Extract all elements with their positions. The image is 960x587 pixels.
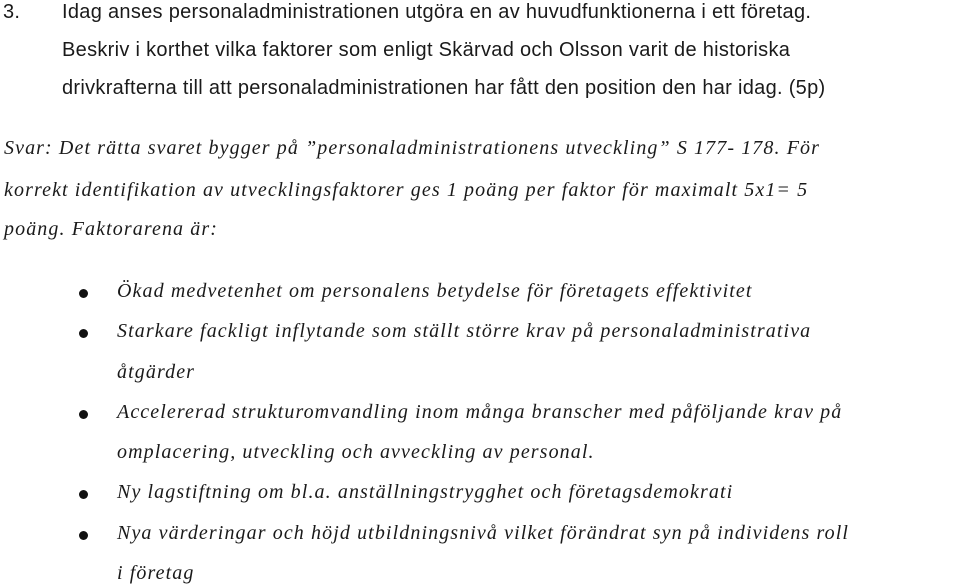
question-line: Idag anses personaladministrationen utgöra en av huvudfunktionerna i ett företag. bbox=[62, 1, 812, 23]
factor-line: Ny lagstiftning om bl.a. anställningstrygghet och företagsdemokrati bbox=[117, 481, 734, 503]
bullet-icon bbox=[79, 410, 88, 419]
factor-line: omplacering, utveckling och avveckling av personal. bbox=[117, 441, 595, 463]
factor-line: i företag bbox=[117, 562, 195, 584]
answer-line: korrekt identifikation av utvecklingsfaktorer ges 1 poäng per faktor för maximalt 5x1= 5 bbox=[4, 179, 809, 201]
factor-line: Accelererad strukturomvandling inom många branscher med påföljande krav på bbox=[117, 401, 843, 423]
factor-line: Nya värderingar och höjd utbildningsnivå vilket förändrat syn på individens roll bbox=[117, 522, 850, 544]
answer-line: poäng. Faktorarena är: bbox=[4, 218, 218, 240]
factor-line: Starkare fackligt inflytande som ställt större krav på personaladministrativa bbox=[117, 320, 812, 342]
question-line: Beskriv i korthet vilka faktorer som enligt Skärvad och Olsson varit de historiska bbox=[62, 39, 791, 61]
question-number: 3. bbox=[3, 1, 21, 23]
factor-line: åtgärder bbox=[117, 361, 196, 383]
bullet-icon bbox=[79, 289, 88, 298]
bullet-icon bbox=[79, 531, 88, 540]
factor-line: Ökad medvetenhet om personalens betydelse för företagets effektivitet bbox=[117, 280, 753, 302]
bullet-icon bbox=[79, 490, 88, 499]
bullet-icon bbox=[79, 329, 88, 338]
answer-line: Svar: Det rätta svaret bygger på ”personaladministrationens utveckling” S 177- 178. För bbox=[4, 137, 821, 159]
question-line: drivkrafterna till att personaladministrationen har fått den position den har idag. (5p) bbox=[62, 77, 826, 99]
